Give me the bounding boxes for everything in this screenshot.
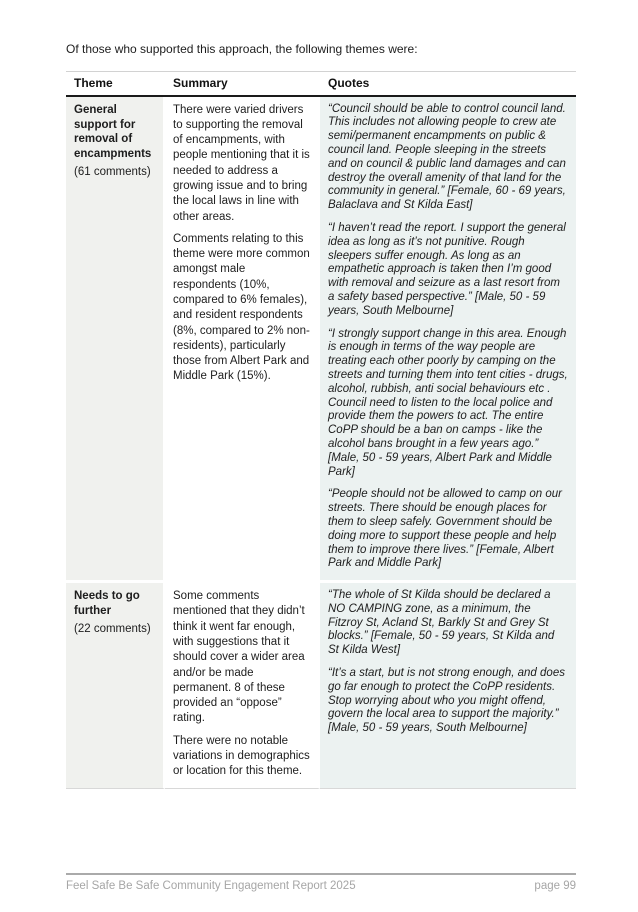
- themes-table: [66, 71, 576, 790]
- intro-text: Of those who supported this approach, the following themes were:: [66, 42, 418, 56]
- quote-paragraph: “I strongly support change in this area. Enough is enough in terms of the way people are treating each other poorly by camping on the streets and turning them into tent cities - drugs, alcohol, rubbish, anti social behaviours etc . Council need to listen to the local police and provide them the powers to act. The entire CoPP should be a ban on camps - like the alcohol bans brought in a few years ago.” [Male, 50 - 59 years, Albert Park and Middle Park]: [328, 327, 568, 478]
- column-header-theme: Theme: [66, 71, 165, 97]
- summary-cell: [165, 583, 320, 789]
- footer-page-number: page 99: [534, 880, 576, 892]
- summary-paragraph: There were varied drivers to supporting the removal of encampments, with people mentioning that it is needed to address a growing issue and to bring the local laws in line with other areas.: [173, 103, 310, 223]
- theme-title: General support for removal of encampments: [74, 103, 152, 161]
- summary-paragraph: Some comments mentioned that they didn’t think it went far enough, with suggestions that it should cover a wider area and/or be made permanent. 8 of these provided an “oppose” rating.: [173, 590, 305, 725]
- table-row-general-support: [66, 97, 576, 584]
- table-header-row: [66, 71, 576, 97]
- footer-report-title: Feel Safe Be Safe Community Engagement Report 2025: [66, 880, 356, 892]
- quote-paragraph: “I haven’t read the report. I support the general idea as long as it’s not punitive. Rough sleepers suffer enough. As long as an empathetic approach is taken then I’m good with removal and seizure as a last resort from a safety based perspective.” [Male, 50 - 59 years, South Melbourne]: [328, 221, 566, 317]
- column-header-quotes: Quotes: [320, 71, 576, 97]
- quote-paragraph: “The whole of St Kilda should be declared a NO CAMPING zone, as a minimum, the Fitzroy St, Acland St, Barkly St and Grey St blocks.” [Female, 50 - 59 years, St Kilda and St Kilda West]: [328, 589, 555, 657]
- theme-comment-count: (61 comments): [74, 166, 151, 179]
- column-header-summary: Summary: [165, 71, 320, 97]
- page-footer: [66, 873, 576, 892]
- summary-paragraph: Comments relating to this theme were more common amongst male respondents (10%, compared to 6% females), and resident respondents (8%, compared to 2% non-residents), particularly those from Albert Park and Middle Park (15%).: [173, 232, 310, 383]
- quote-paragraph: “Council should be able to control council land. This includes not allowing people to crew ate semi/permanent encampments on public & council land. People sleeping in the streets and on council & public land damages and can destroy the overall amenity of that land for the community in general.” [Female, 60 - 69 years, Balaclava and St Kilda East]: [328, 102, 566, 212]
- quotes-cell: [320, 97, 576, 584]
- theme-comment-count: (22 comments): [74, 622, 151, 635]
- table-row-needs-to-go-further: [66, 583, 576, 789]
- quote-paragraph: “People should not be allowed to camp on our streets. There should be enough places for them to sleep safely. Government should be doing more to support these people and help them to improve there lives.” [Female, Albert Park and Middle Park]: [328, 488, 562, 570]
- theme-cell: [66, 583, 165, 789]
- quotes-cell: [320, 583, 576, 789]
- theme-cell: [66, 97, 165, 584]
- theme-title: Needs to go further: [74, 590, 140, 618]
- quote-paragraph: “It’s a start, but is not strong enough, and does go far enough to protect the CoPP residents. Stop worrying about who you might offend, govern the local area to support the majority.” [Male, 50 - 59 years, South Melbourne]: [328, 667, 565, 735]
- summary-cell: [165, 97, 320, 584]
- summary-paragraph: There were no notable variations in demographics or location for this theme.: [173, 734, 310, 778]
